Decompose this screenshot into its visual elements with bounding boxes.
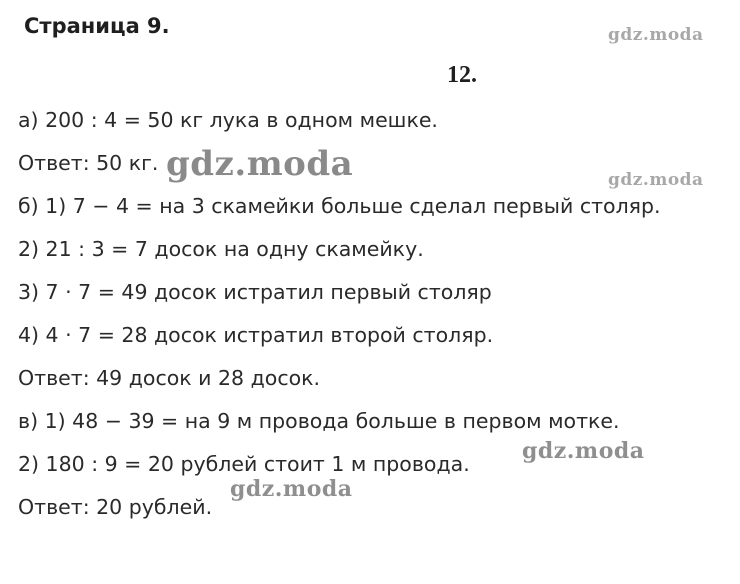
- solution-line-b-1: б) 1) 7 − 4 = на 3 скамейки больше сделал первый столяр.: [18, 194, 661, 218]
- page-title: Страница 9.: [24, 14, 170, 38]
- answer-line-a: Ответ: 50 кг.: [18, 151, 159, 175]
- watermark: gdz.moda: [166, 144, 354, 184]
- answer-line-b: Ответ: 49 досок и 28 досок.: [18, 366, 321, 390]
- solution-line-b-2: 2) 21 : 3 = 7 досок на одну скамейку.: [18, 237, 424, 261]
- answer-line-v: Ответ: 20 рублей.: [18, 495, 213, 519]
- solution-line-v-1: в) 1) 48 − 39 = на 9 м провода больше в первом мотке.: [18, 409, 620, 433]
- solution-line-b-4: 4) 4 · 7 = 28 досок истратил второй столяр.: [18, 323, 494, 347]
- watermark: gdz.moda: [608, 170, 704, 190]
- watermark: gdz.moda: [522, 438, 645, 464]
- problem-number: 12.: [447, 62, 477, 88]
- watermark: gdz.moda: [230, 476, 353, 502]
- solution-line-b-3: 3) 7 · 7 = 49 досок истратил первый столяр: [18, 280, 492, 304]
- solution-line-v-2: 2) 180 : 9 = 20 рублей стоит 1 м провода.: [18, 452, 470, 476]
- solution-line-a: а) 200 : 4 = 50 кг лука в одном мешке.: [18, 108, 438, 132]
- watermark: gdz.moda: [608, 25, 704, 45]
